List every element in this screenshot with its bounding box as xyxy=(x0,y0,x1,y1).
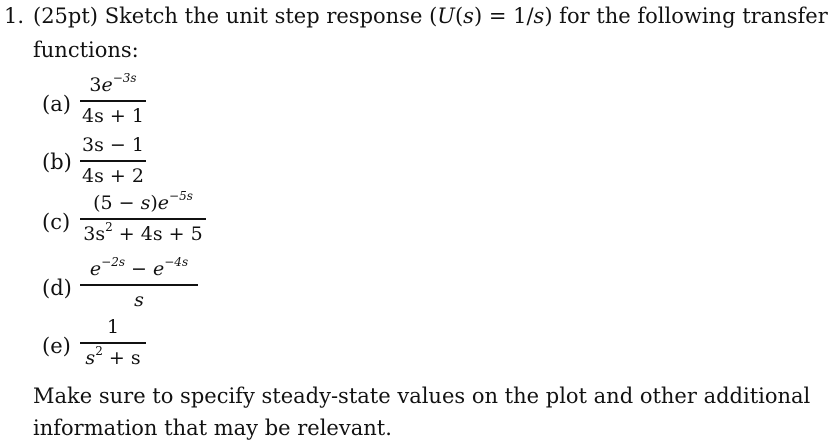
part-c-denominator: $3s^2 + 4s + 5$ xyxy=(83,219,203,245)
problem-statement xyxy=(33,6,828,27)
footer-line1: Make sure to specify steady-state values on the plot and other additional xyxy=(33,384,811,408)
part-e-fraction-bar xyxy=(80,342,146,344)
part-b-numerator: 3s − 1 xyxy=(82,134,144,156)
footer-line2: information that may be relevant. xyxy=(33,416,392,440)
part-a-fraction xyxy=(80,71,146,127)
statement-s2: s xyxy=(533,4,545,28)
statement-s: s xyxy=(463,4,474,28)
part-e-fraction xyxy=(80,318,146,368)
part-c-numerator: $(5 - s)e^{-5s}$ xyxy=(93,189,193,214)
statement-text-d: ) for the following transfer xyxy=(544,4,828,28)
part-a-denominator: 4s + 1 xyxy=(82,104,144,127)
part-b-label: (b) xyxy=(42,150,72,174)
part-e-numerator: 1 xyxy=(106,316,120,338)
statement-eq: ) = 1/ xyxy=(473,4,534,28)
part-b-fraction xyxy=(80,136,146,186)
statement-text-a: Sketch the unit step response ( xyxy=(104,4,438,28)
part-e-denominator: $s^2 + s$ xyxy=(85,343,141,369)
statement-U: U xyxy=(437,4,455,28)
part-c-fraction xyxy=(80,189,206,245)
statement-line2: functions: xyxy=(33,38,139,62)
part-a-fraction-bar xyxy=(80,100,146,102)
part-d-denominator: s xyxy=(134,288,144,311)
part-d-numerator: $e^{-2s} - e^{-4s}$ xyxy=(89,255,189,280)
part-b-denominator: 4s + 2 xyxy=(82,164,144,187)
statement-paren: ( xyxy=(454,4,464,28)
part-a-numerator: $3e^{-3s}$ xyxy=(89,71,137,96)
part-a-label: (a) xyxy=(42,92,71,116)
part-d-label: (d) xyxy=(42,276,72,300)
part-d-fraction xyxy=(80,255,198,311)
part-b-fraction-bar xyxy=(80,160,146,162)
part-c-label: (c) xyxy=(42,210,71,234)
points-label: (25pt) xyxy=(33,4,98,28)
problem-number: 1. xyxy=(4,4,25,28)
part-e-label: (e) xyxy=(42,334,71,358)
part-d-fraction-bar xyxy=(80,284,198,286)
part-c-fraction-bar xyxy=(80,218,206,220)
